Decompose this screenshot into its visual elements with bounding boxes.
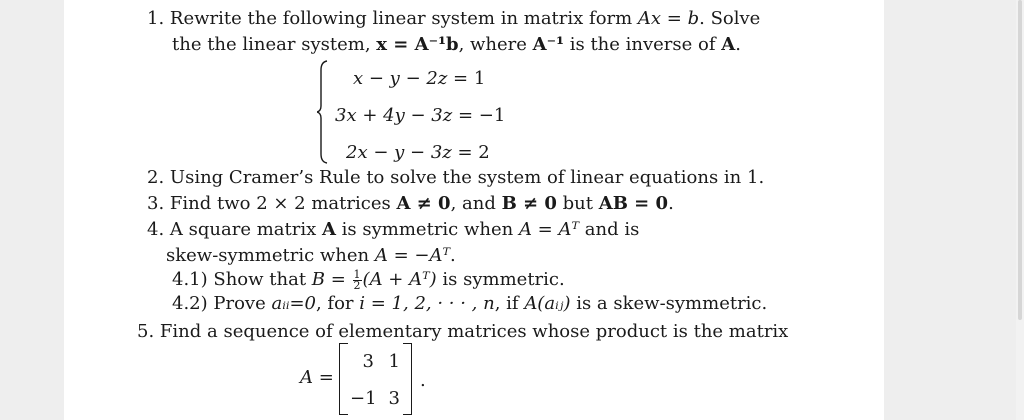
matrix-form-equation: Ax = b	[637, 8, 700, 29]
one-half-fraction: $\frac{1}{2}$	[353, 267, 361, 292]
scrollbar[interactable]	[1016, 0, 1024, 420]
matrix-right-bracket	[403, 343, 412, 415]
matrix-label: A =	[300, 367, 334, 388]
problem-4-part-2: 4.2) Prove aᵢᵢ=0, for i = 1, 2, · · · , n, if A(aᵢⱼ) is a skew-symmetric.	[172, 293, 768, 314]
matrix-cell: 3	[362, 351, 374, 372]
scrollbar-thumb[interactable]	[1018, 0, 1022, 320]
matrix-left-bracket	[339, 343, 348, 415]
matrix-cell: 3	[388, 388, 400, 409]
problem-4-line-2: skew-symmetric when A = −Aᵀ.	[166, 245, 456, 266]
matrix-cell: −1	[350, 388, 377, 409]
problem-4-line-1: 4. A square matrix A is symmetric when A = Aᵀ and is	[147, 219, 640, 240]
problem-5-number: 5.	[137, 321, 155, 342]
problem-2: 2. Using Cramer’s Rule to solve the system of linear equations in 1.	[147, 167, 765, 188]
problem-2-number: 2.	[147, 167, 165, 188]
problem-3: 3. Find two 2 × 2 matrices A ≠ 0, and B ≠ 0 but AB = 0.	[147, 193, 674, 214]
problem-1-line-1: 1. Rewrite the following linear system in matrix form Ax = b. Solve	[147, 8, 761, 29]
system-brace	[317, 60, 329, 164]
system-equation-3: 2x − y − 3z = 2	[346, 142, 490, 163]
system-equation-2: 3x + 4y − 3z = −1	[335, 105, 506, 126]
problem-4-number: 4.	[147, 219, 165, 240]
matrix-period: .	[420, 370, 426, 391]
system-equation-1: x − y − 2z = 1	[353, 68, 486, 89]
matrix-cell: 1	[388, 351, 400, 372]
problem-1-line-2: the the linear system, x = A⁻¹b, where A⁻¹ is the inverse of A.	[172, 34, 741, 55]
solution-formula: x = A⁻¹b	[376, 34, 459, 55]
problem-5: 5. Find a sequence of elementary matrices whose product is the matrix	[137, 321, 789, 342]
problem-4-part-1: 4.1) Show that B = $\frac{1}{2}$ (A + Aᵀ) is symmetric.	[172, 267, 565, 292]
problem-3-number: 3.	[147, 193, 165, 214]
problem-1-number: 1.	[147, 8, 165, 29]
